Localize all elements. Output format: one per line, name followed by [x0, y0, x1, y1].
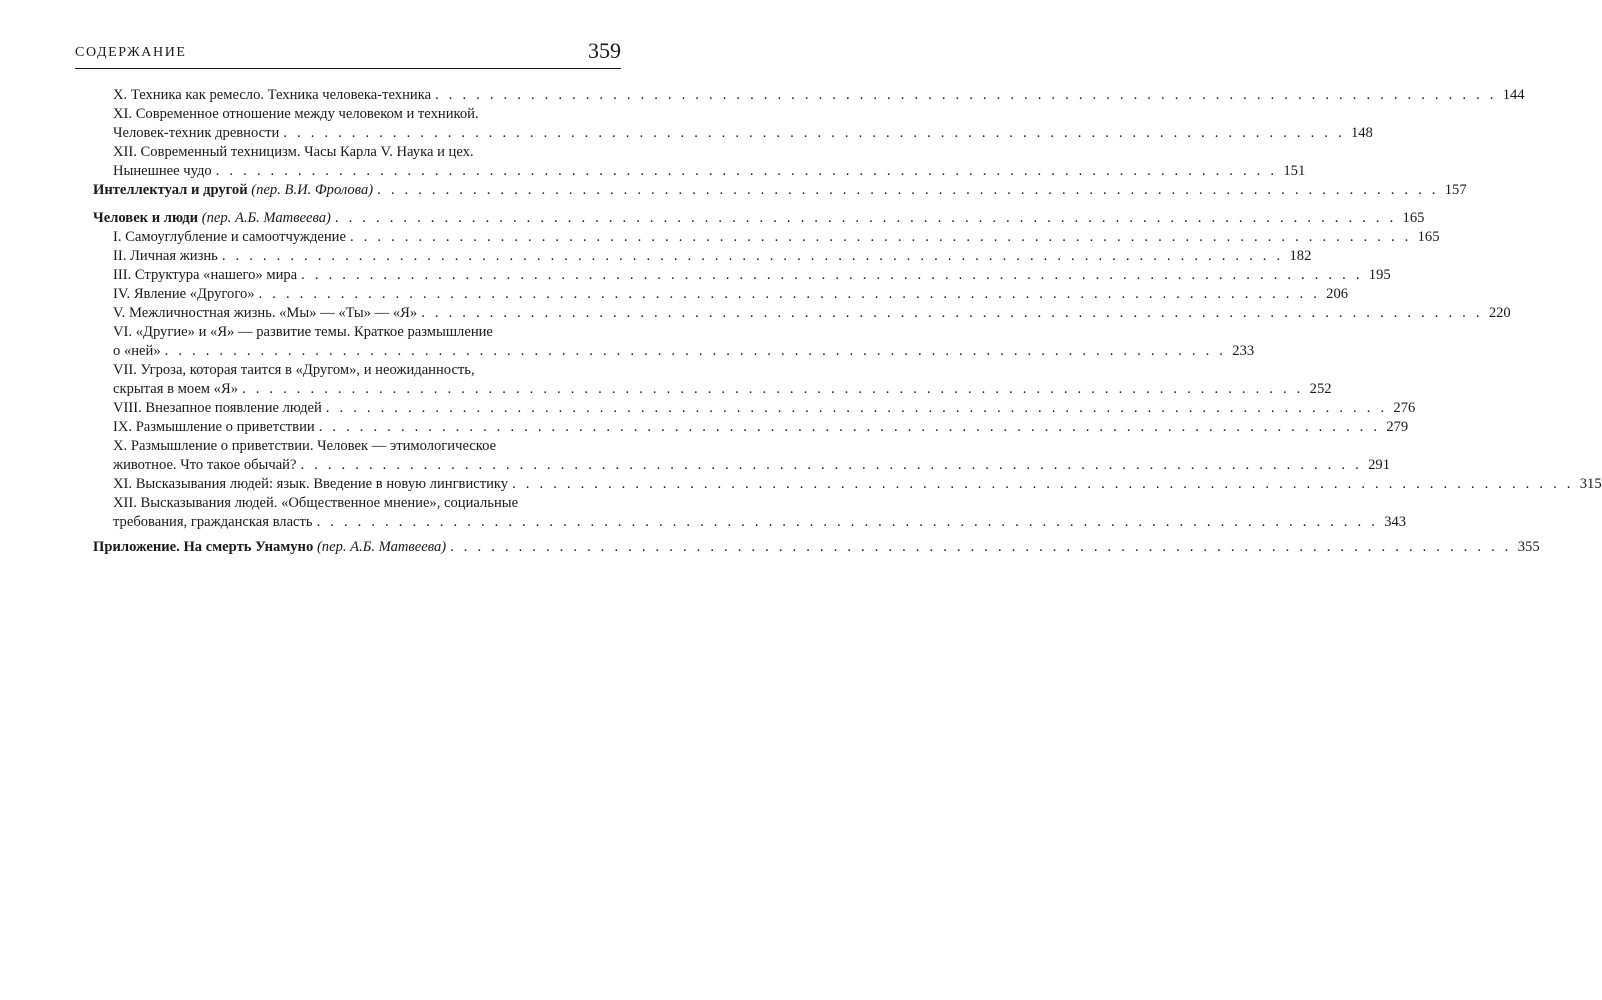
- toc-chapter-entry: [93, 437, 1390, 475]
- toc-chapter-entry: [93, 494, 1407, 532]
- toc-page-number: 315: [1579, 476, 1602, 492]
- toc-page-number: 276: [1393, 400, 1416, 416]
- toc-entry-text: I. Самоуглубление и самоотчуждение: [113, 229, 346, 245]
- dot-leader: . . . . . . . . . . . . . . . . . . . . . . . . . . . . . . . . . . . . . . . . . . . . . . . . . . . . . . . . . . . . . . . . . . . . . . . . . . . . . .: [435, 87, 1497, 103]
- dot-leader: . . . . . . . . . . . . . . . . . . . . . . . . . . . . . . . . . . . . . . . . . . . . . . . . . . . . . . . . . . . . . . . . . . . . . . . . . . . . . .: [450, 539, 1512, 555]
- toc-page-number: 144: [1502, 87, 1525, 103]
- toc-line: [113, 513, 1407, 532]
- toc-line: [113, 323, 621, 342]
- toc-page-number: 148: [1350, 125, 1373, 141]
- toc-line: [113, 418, 1409, 437]
- toc-entry-title-group: [93, 209, 331, 228]
- toc-line: [113, 143, 621, 162]
- toc-line: [93, 181, 1467, 200]
- toc-line: [93, 209, 1425, 228]
- toc-chapter-entry: [93, 247, 1312, 266]
- dot-leader: . . . . . . . . . . . . . . . . . . . . . . . . . . . . . . . . . . . . . . . . . . . . . . . . . . . . . . . . . . . . . . . . . . . . . . . . . . . . . .: [349, 229, 1412, 245]
- dot-leader: . . . . . . . . . . . . . . . . . . . . . . . . . . . . . . . . . . . . . . . . . . . . . . . . . . . . . . . . . . . . . . . . . . . . . . . . . . . . . .: [301, 267, 1363, 283]
- toc-line: [113, 124, 1373, 143]
- toc-line: [113, 380, 1332, 399]
- toc-entry-text: XII. Современный техницизм. Часы Карла V. Наука и цех.: [113, 144, 474, 160]
- toc-entry-text: VII. Угроза, которая таится в «Другом», и неожиданность,: [113, 362, 475, 378]
- toc-chapter-entry: [93, 285, 1349, 304]
- running-header-title: СОДЕРЖАНИЕ: [75, 45, 187, 60]
- toc-line: [113, 228, 1440, 247]
- toc-entry-text: III. Структура «нашего» мира: [113, 267, 298, 283]
- table-of-contents: [93, 86, 1602, 557]
- toc-line: [113, 399, 1416, 418]
- toc-chapter-entry: [93, 475, 1602, 494]
- toc-section-entry: [93, 209, 1425, 228]
- toc-page-number: 182: [1289, 248, 1312, 264]
- toc-entry-text: X. Размышление о приветствии. Человек — этимологическое: [113, 438, 497, 454]
- toc-entry-text: V. Межличностная жизнь. «Мы» — «Ты» — «Я»: [113, 305, 418, 321]
- toc-entry-translator: (пер. А.Б. Матвеева): [316, 539, 447, 555]
- toc-entry-text: IX. Размышление о приветствии: [113, 419, 315, 435]
- toc-chapter-entry: [93, 228, 1440, 247]
- toc-entry-text: Человек-техник древности: [113, 125, 280, 141]
- toc-section-entry: [93, 181, 1467, 200]
- toc-page-number: 151: [1283, 163, 1306, 179]
- toc-entry-title: Приложение. На смерть Унамуно: [93, 539, 314, 555]
- dot-leader: . . . . . . . . . . . . . . . . . . . . . . . . . . . . . . . . . . . . . . . . . . . . . . . . . . . . . . . . . . . . . . . . . . . . . . . . . . . . . .: [215, 163, 1278, 179]
- toc-entry-text: VI. «Другие» и «Я» — развитие темы. Краткое размышление: [113, 324, 493, 340]
- toc-chapter-entry: [93, 266, 1391, 285]
- toc-line: [113, 162, 1306, 181]
- dot-leader: . . . . . . . . . . . . . . . . . . . . . . . . . . . . . . . . . . . . . . . . . . . . . . . . . . . . . . . . . . . . . . . . . . . . . . . . . . . . . .: [421, 305, 1483, 321]
- toc-page-number: 206: [1326, 286, 1349, 302]
- toc-page-number: 233: [1232, 343, 1255, 359]
- running-header: [75, 38, 621, 69]
- dot-leader: . . . . . . . . . . . . . . . . . . . . . . . . . . . . . . . . . . . . . . . . . . . . . . . . . . . . . . . . . . . . . . . . . . . . . . . . . . . . . .: [377, 182, 1439, 198]
- toc-section-entry: [93, 538, 1540, 557]
- toc-entry-title: Человек и люди: [93, 210, 199, 226]
- toc-chapter-entry: [93, 361, 1332, 399]
- toc-page-number: 165: [1417, 229, 1440, 245]
- toc-entry-title-group: [93, 181, 373, 200]
- toc-page-number: 252: [1309, 381, 1332, 397]
- toc-line: [113, 285, 1349, 304]
- dot-leader: . . . . . . . . . . . . . . . . . . . . . . . . . . . . . . . . . . . . . . . . . . . . . . . . . . . . . . . . . . . . . . . . . . . . . . . . . . . . . .: [221, 248, 1284, 264]
- toc-line: [113, 247, 1312, 266]
- toc-line: [93, 538, 1540, 557]
- toc-entry-text: XII. Высказывания людей. «Общественное мнение», социальные: [113, 495, 519, 511]
- toc-line: [113, 437, 621, 456]
- dot-leader: . . . . . . . . . . . . . . . . . . . . . . . . . . . . . . . . . . . . . . . . . . . . . . . . . . . . . . . . . . . . . . . . . . . . . . . . . . . . . .: [283, 125, 1345, 141]
- toc-page-number: 220: [1488, 305, 1511, 321]
- toc-line: [113, 494, 621, 513]
- toc-chapter-entry: [93, 143, 1306, 181]
- toc-chapter-entry: [93, 323, 1255, 361]
- toc-chapter-entry: [93, 105, 1373, 143]
- dot-leader: . . . . . . . . . . . . . . . . . . . . . . . . . . . . . . . . . . . . . . . . . . . . . . . . . . . . . . . . . . . . . . . . . . . . . . . . . . . . . .: [325, 400, 1388, 416]
- toc-page-number: 291: [1368, 457, 1390, 473]
- toc-line: [113, 475, 1602, 494]
- toc-entry-text: XI. Высказывания людей: язык. Введение в новую лингвистику: [113, 476, 509, 492]
- toc-entry-text: животное. Что такое обычай?: [113, 457, 297, 473]
- toc-line: [113, 456, 1390, 475]
- toc-page-number: 279: [1386, 419, 1409, 435]
- dot-leader: . . . . . . . . . . . . . . . . . . . . . . . . . . . . . . . . . . . . . . . . . . . . . . . . . . . . . . . . . . . . . . . . . . . . . . . . . . . . . .: [258, 286, 1321, 302]
- page-number: 359: [588, 38, 621, 63]
- toc-line: [113, 342, 1255, 361]
- dot-leader: . . . . . . . . . . . . . . . . . . . . . . . . . . . . . . . . . . . . . . . . . . . . . . . . . . . . . . . . . . . . . . . . . . . . . . . . . . . . . .: [334, 210, 1397, 226]
- toc-entry-title-group: [93, 538, 446, 557]
- toc-line: [113, 266, 1391, 285]
- toc-entry-translator: (пер. А.Б. Матвеева): [201, 210, 331, 226]
- dot-leader: . . . . . . . . . . . . . . . . . . . . . . . . . . . . . . . . . . . . . . . . . . . . . . . . . . . . . . . . . . . . . . . . . . . . . . . . . . . . . .: [318, 419, 1381, 435]
- toc-page-number: 165: [1402, 210, 1425, 226]
- toc-entry-text: X. Техника как ремесло. Техника человека-техника: [113, 87, 432, 103]
- toc-line: [113, 86, 1525, 105]
- toc-line: [113, 304, 1511, 323]
- toc-entry-text: скрытая в моем «Я»: [113, 381, 239, 397]
- toc-chapter-entry: [93, 418, 1409, 437]
- toc-line: [113, 361, 621, 380]
- toc-entry-text: IV. Явление «Другого»: [113, 286, 255, 302]
- toc-chapter-entry: [93, 304, 1511, 323]
- toc-entry-text: требования, гражданская власть: [113, 514, 313, 530]
- toc-line: [113, 105, 621, 124]
- toc-page-number: 157: [1444, 182, 1467, 198]
- toc-chapter-entry: [93, 399, 1416, 418]
- toc-entry-text: II. Личная жизнь: [113, 248, 218, 264]
- toc-entry-text: о «ней»: [113, 343, 161, 359]
- toc-entry-text: Нынешнее чудо: [113, 163, 212, 179]
- dot-leader: . . . . . . . . . . . . . . . . . . . . . . . . . . . . . . . . . . . . . . . . . . . . . . . . . . . . . . . . . . . . . . . . . . . . . . . . . . . . . .: [512, 476, 1574, 492]
- toc-entry-translator: (пер. В.И. Фролова): [251, 182, 374, 198]
- toc-page-number: 195: [1368, 267, 1391, 283]
- toc-entry-title: Интеллектуал и другой: [93, 182, 248, 198]
- dot-leader: . . . . . . . . . . . . . . . . . . . . . . . . . . . . . . . . . . . . . . . . . . . . . . . . . . . . . . . . . . . . . . . . . . . . . . . . . . . . . .: [242, 381, 1304, 397]
- toc-page-number: 343: [1384, 514, 1407, 530]
- toc-page-number: 355: [1517, 539, 1540, 555]
- dot-leader: . . . . . . . . . . . . . . . . . . . . . . . . . . . . . . . . . . . . . . . . . . . . . . . . . . . . . . . . . . . . . . . . . . . . . . . . . . . . . .: [164, 343, 1227, 359]
- toc-entry-text: VIII. Внезапное появление людей: [113, 400, 322, 416]
- dot-leader: . . . . . . . . . . . . . . . . . . . . . . . . . . . . . . . . . . . . . . . . . . . . . . . . . . . . . . . . . . . . . . . . . . . . . . . . . . . . . .: [300, 457, 1362, 473]
- dot-leader: . . . . . . . . . . . . . . . . . . . . . . . . . . . . . . . . . . . . . . . . . . . . . . . . . . . . . . . . . . . . . . . . . . . . . . . . . . . . . .: [316, 514, 1379, 530]
- toc-chapter-entry: [93, 86, 1525, 105]
- toc-entry-text: XI. Современное отношение между человеком и техникой.: [113, 106, 479, 122]
